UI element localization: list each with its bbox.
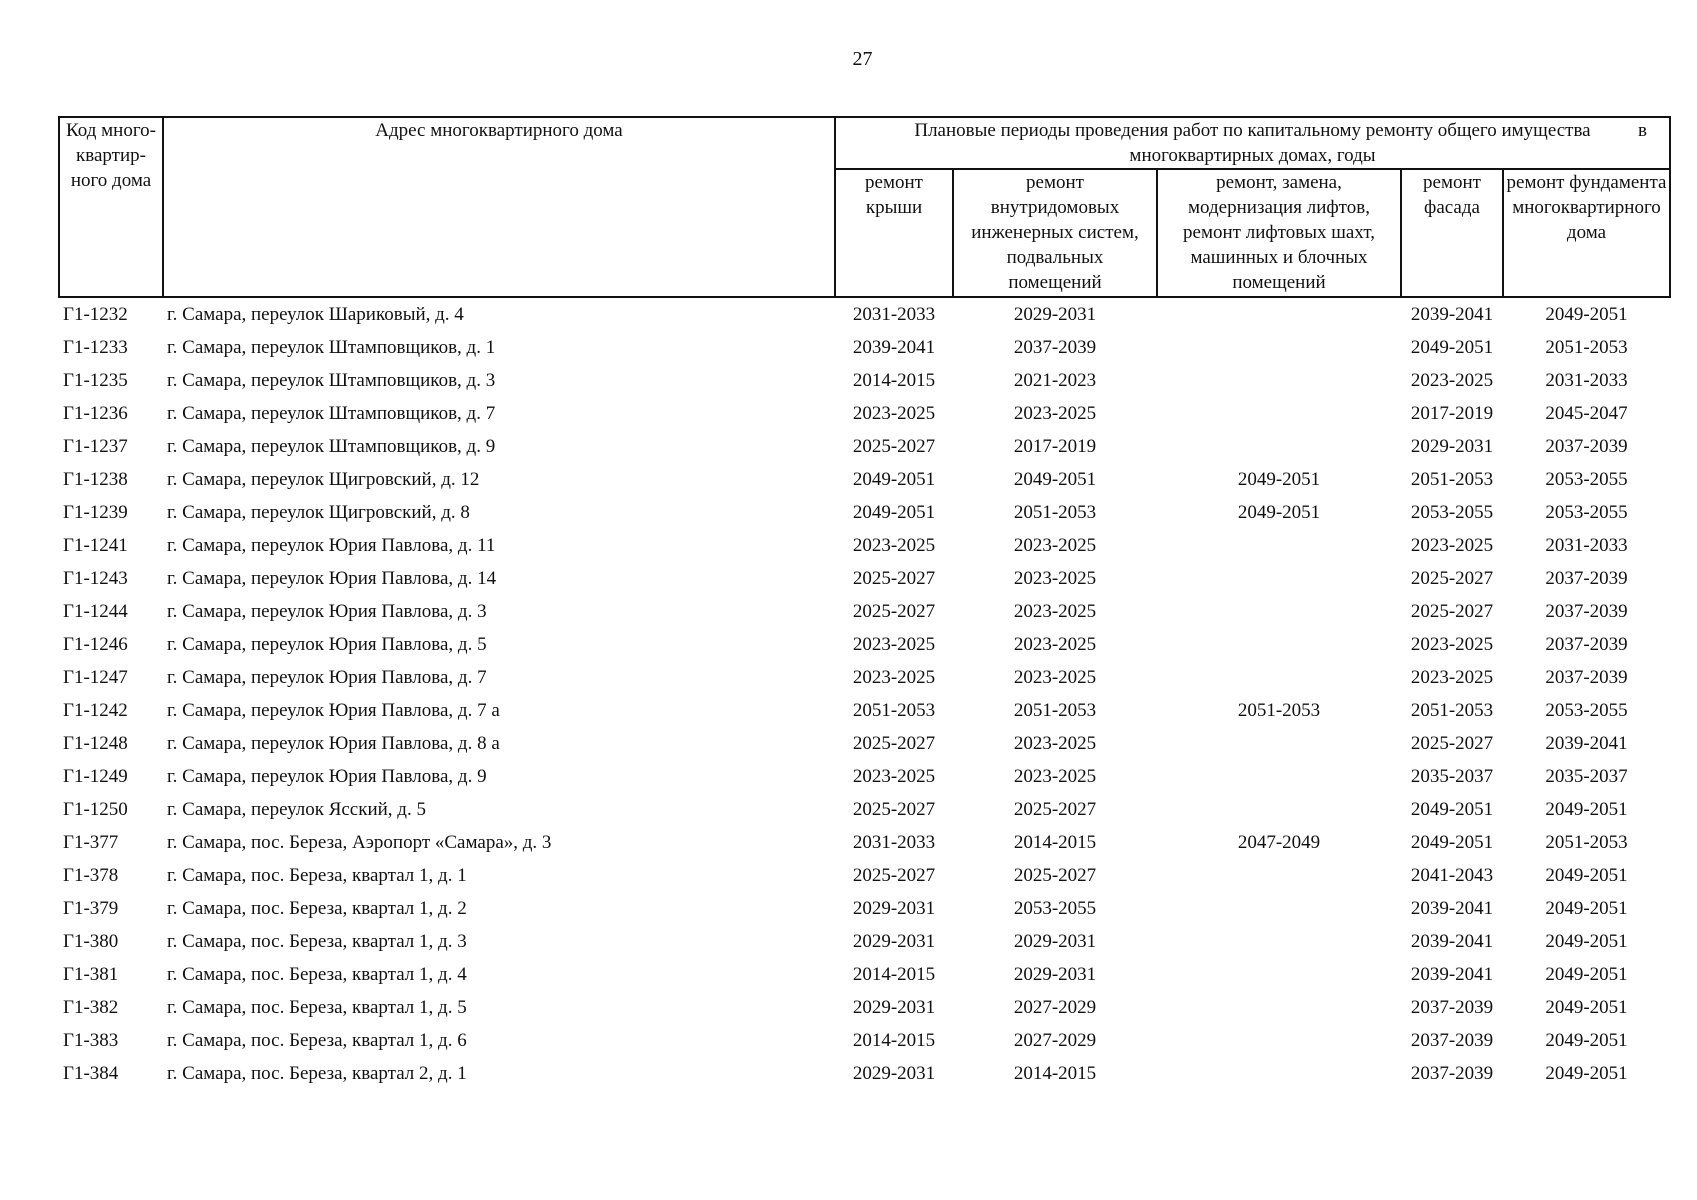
table-row [59,397,1670,430]
cell-address: г. Самара, переулок Щигровский, д. 12 [167,469,480,490]
cell-facade: 2049-2051 [1410,337,1494,358]
cell-engineering: 2023-2025 [1013,733,1097,754]
cell-code: Г1-1238 [63,469,128,490]
cell-roof: 2025-2027 [852,601,936,622]
cell-foundation: 2049-2051 [1545,799,1628,820]
cell-address: г. Самара, переулок Штамповщиков, д. 7 [167,403,496,424]
table-row [59,430,1670,463]
cell-engineering: 2025-2027 [1013,865,1097,886]
cell-lifts [1157,925,1401,958]
cell-address: г. Самара, переулок Ясский, д. 5 [167,799,426,820]
cell-roof: 2031-2033 [852,304,936,325]
cell-foundation: 2049-2051 [1545,997,1628,1018]
cell-code: Г1-1248 [63,733,128,754]
cell-foundation: 2053-2055 [1545,700,1628,721]
cell-foundation: 2031-2033 [1545,370,1628,391]
cell-lifts [1157,661,1401,694]
cell-address: г. Самара, пос. Береза, квартал 1, д. 4 [167,964,467,985]
cell-address: г. Самара, переулок Юрия Павлова, д. 7 а [167,700,500,721]
header-lifts-line: модернизация лифтов, [1188,197,1370,218]
cell-lifts [1157,430,1401,463]
cell-address: г. Самара, переулок Щигровский, д. 8 [167,502,470,523]
header-roof-line: крыши [865,197,923,218]
cell-address: г. Самара, пос. Береза, квартал 2, д. 1 [167,1063,467,1084]
cell-facade: 2023-2025 [1410,370,1494,391]
header-engineering-line: внутридомовых [990,197,1120,218]
cell-foundation: 2037-2039 [1545,601,1628,622]
table-row [59,892,1670,925]
header-facade-line: ремонт [1423,172,1481,193]
header-foundation-line: дома [1566,222,1607,243]
cell-facade: 2025-2027 [1410,568,1494,589]
cell-roof: 2031-2033 [852,832,936,853]
table-header [59,117,1670,297]
header-roof [835,169,953,297]
table-row [59,760,1670,793]
cell-address: г. Самара, пос. Береза, квартал 1, д. 1 [167,865,467,886]
cell-engineering: 2029-2031 [1013,964,1097,985]
cell-facade: 2039-2041 [1410,964,1494,985]
table-row [59,694,1670,727]
cell-address: г. Самара, переулок Юрия Павлова, д. 9 [167,766,487,787]
cell-address: г. Самара, переулок Штамповщиков, д. 3 [167,370,496,391]
cell-address: г. Самара, пос. Береза, квартал 1, д. 5 [167,997,467,1018]
cell-code: Г1-1236 [63,403,128,424]
cell-address: г. Самара, пос. Береза, квартал 1, д. 3 [167,931,467,952]
cell-roof: 2025-2027 [852,865,936,886]
header-address: Адрес многоквартирного дома [163,117,835,297]
cell-address: г. Самара, переулок Юрия Павлова, д. 14 [167,568,497,589]
header-roof-line: ремонт [865,172,923,193]
cell-lifts [1157,364,1401,397]
cell-lifts [1157,331,1401,364]
cell-roof: 2025-2027 [852,436,936,457]
cell-code: Г1-1239 [63,502,128,523]
cell-engineering: 2051-2053 [1013,502,1097,523]
cell-engineering: 2027-2029 [1013,997,1097,1018]
table-row [59,331,1670,364]
cell-lifts [1157,958,1401,991]
cell-engineering: 2023-2025 [1013,535,1097,556]
cell-code: Г1-381 [63,964,119,985]
cell-foundation: 2031-2033 [1545,535,1628,556]
cell-facade: 2039-2041 [1410,304,1494,325]
cell-engineering: 2023-2025 [1013,667,1097,688]
cell-engineering: 2025-2027 [1013,799,1097,820]
cell-engineering: 2027-2029 [1013,1030,1097,1051]
cell-code: Г1-1244 [63,601,128,622]
cell-foundation: 2049-2051 [1545,931,1628,952]
header-engineering-line: ремонт [1026,172,1084,193]
cell-foundation: 2037-2039 [1545,667,1628,688]
cell-roof: 2023-2025 [852,634,936,655]
cell-lifts [1157,1024,1401,1057]
cell-engineering: 2023-2025 [1013,766,1097,787]
cell-roof: 2023-2025 [852,535,936,556]
cell-address: г. Самара, переулок Юрия Павлова, д. 8 а [167,733,500,754]
cell-facade: 2037-2039 [1410,997,1494,1018]
table-row [59,859,1670,892]
cell-facade: 2025-2027 [1410,733,1494,754]
cell-facade: 2035-2037 [1410,766,1494,787]
cell-lifts [1157,595,1401,628]
cell-address: г. Самара, переулок Юрия Павлова, д. 11 [167,535,496,556]
cell-foundation: 2049-2051 [1545,1063,1628,1084]
cell-lifts [1157,297,1401,331]
cell-code: Г1-1235 [63,370,128,391]
table-row [59,595,1670,628]
cell-engineering: 2029-2031 [1013,931,1097,952]
table-row [59,925,1670,958]
cell-code: Г1-1242 [63,700,128,721]
cell-facade: 2023-2025 [1410,667,1494,688]
cell-roof: 2029-2031 [852,931,936,952]
cell-engineering: 2037-2039 [1013,337,1097,358]
cell-facade: 2023-2025 [1410,634,1494,655]
table-row [59,364,1670,397]
cell-foundation: 2037-2039 [1545,436,1628,457]
table-row [59,958,1670,991]
cell-facade: 2041-2043 [1410,865,1494,886]
table-row [59,628,1670,661]
cell-roof: 2023-2025 [852,403,936,424]
header-periods-line2: многоквартирных домах, годы [1129,145,1376,166]
cell-code: Г1-1249 [63,766,128,787]
cell-code: Г1-378 [63,865,119,886]
table-row [59,463,1670,496]
cell-lifts [1157,793,1401,826]
cell-foundation: 2053-2055 [1545,469,1628,490]
table-row [59,826,1670,859]
table-row [59,793,1670,826]
cell-code: Г1-1246 [63,634,128,655]
cell-roof: 2014-2015 [852,964,936,985]
table-row [59,297,1670,331]
cell-engineering: 2014-2015 [1013,832,1097,853]
cell-facade: 2029-2031 [1410,436,1494,457]
cell-engineering: 2021-2023 [1013,370,1097,391]
header-code [59,117,163,297]
cell-foundation: 2049-2051 [1545,865,1628,886]
header-code-line: ного дома [70,170,152,191]
cell-lifts [1157,727,1401,760]
cell-code: Г1-382 [63,997,119,1018]
cell-address: г. Самара, переулок Шариковый, д. 4 [167,304,464,325]
header-engineering-line: помещений [1008,272,1102,293]
cell-roof: 2029-2031 [852,997,936,1018]
cell-roof: 2051-2053 [852,700,936,721]
cell-lifts: 2047-2049 [1237,832,1321,853]
cell-lifts [1157,859,1401,892]
header-engineering [953,169,1157,297]
cell-facade: 2025-2027 [1410,601,1494,622]
cell-lifts [1157,562,1401,595]
table-row [59,529,1670,562]
cell-facade: 2037-2039 [1410,1063,1494,1084]
cell-address: г. Самара, переулок Штамповщиков, д. 1 [167,337,496,358]
cell-code: Г1-383 [63,1030,119,1051]
cell-code: Г1-1243 [63,568,128,589]
table-body [59,297,1670,1090]
table-row [59,1024,1670,1057]
header-facade [1401,169,1503,297]
cell-roof: 2023-2025 [852,667,936,688]
header-lifts-line: ремонт, замена, [1216,172,1342,193]
cell-foundation: 2049-2051 [1545,898,1628,919]
cell-foundation: 2049-2051 [1545,1030,1628,1051]
cell-address: г. Самара, переулок Штамповщиков, д. 9 [167,436,496,457]
cell-roof: 2025-2027 [852,733,936,754]
page-number: 27 [852,48,873,70]
cell-code: Г1-377 [63,832,119,853]
cell-code: Г1-1241 [63,535,128,556]
cell-code: Г1-380 [63,931,119,952]
cell-facade: 2039-2041 [1410,898,1494,919]
header-lifts-line: ремонт лифтовых шахт, [1183,222,1375,243]
cell-lifts [1157,892,1401,925]
header-periods-line1: Плановые периоды проведения работ по капитальному ремонту общего имущества [914,120,1591,141]
cell-roof: 2049-2051 [852,502,936,523]
table-row [59,562,1670,595]
table-row [59,727,1670,760]
cell-engineering: 2023-2025 [1013,568,1097,589]
cell-code: Г1-379 [63,898,119,919]
cell-facade: 2023-2025 [1410,535,1494,556]
header-foundation [1503,169,1670,297]
cell-lifts: 2049-2051 [1237,469,1321,490]
cell-engineering: 2014-2015 [1013,1063,1097,1084]
cell-foundation: 2035-2037 [1545,766,1628,787]
header-code-line: квартир- [76,145,146,166]
cell-facade: 2037-2039 [1410,1030,1494,1051]
cell-facade: 2051-2053 [1410,700,1494,721]
cell-engineering: 2017-2019 [1013,436,1097,457]
cell-facade: 2049-2051 [1410,799,1494,820]
header-lifts-line: помещений [1232,272,1326,293]
cell-roof: 2025-2027 [852,799,936,820]
table-row [59,1057,1670,1090]
cell-lifts [1157,991,1401,1024]
cell-facade: 2017-2019 [1410,403,1494,424]
cell-roof: 2014-2015 [852,370,936,391]
cell-roof: 2049-2051 [852,469,936,490]
cell-roof: 2025-2027 [852,568,936,589]
cell-engineering: 2023-2025 [1013,403,1097,424]
cell-lifts [1157,397,1401,430]
cell-foundation: 2037-2039 [1545,568,1628,589]
cell-lifts: 2051-2053 [1237,700,1321,721]
cell-lifts [1157,760,1401,793]
cell-roof: 2014-2015 [852,1030,936,1051]
cell-facade: 2049-2051 [1410,832,1494,853]
header-engineering-line: инженерных систем, [971,222,1139,243]
cell-address: г. Самара, пос. Береза, квартал 1, д. 2 [167,898,467,919]
table-row [59,496,1670,529]
cell-facade: 2039-2041 [1410,931,1494,952]
header-facade-line: фасада [1424,197,1480,218]
cell-address: г. Самара, пос. Береза, квартал 1, д. 6 [167,1030,467,1051]
header-foundation-line: ремонт фундамента [1506,172,1667,193]
header-lifts-line: машинных и блочных [1190,247,1368,268]
cell-address: г. Самара, переулок Юрия Павлова, д. 5 [167,634,487,655]
cell-address: г. Самара, переулок Юрия Павлова, д. 3 [167,601,487,622]
cell-foundation: 2039-2041 [1545,733,1628,754]
cell-roof: 2029-2031 [852,898,936,919]
repair-schedule-table [58,116,1671,1090]
cell-foundation: 2049-2051 [1545,304,1628,325]
cell-roof: 2023-2025 [852,766,936,787]
header-foundation-line: многоквартирного [1512,197,1661,218]
cell-lifts: 2049-2051 [1237,502,1321,523]
cell-code: Г1-384 [63,1063,119,1084]
cell-facade: 2053-2055 [1410,502,1494,523]
cell-facade: 2051-2053 [1410,469,1494,490]
cell-lifts [1157,628,1401,661]
cell-foundation: 2037-2039 [1545,634,1628,655]
header-periods-group [835,117,1670,169]
cell-lifts [1157,529,1401,562]
cell-foundation: 2051-2053 [1545,337,1628,358]
cell-lifts [1157,1057,1401,1090]
cell-address: г. Самара, переулок Юрия Павлова, д. 7 [167,667,487,688]
header-lifts [1157,169,1401,297]
cell-roof: 2039-2041 [852,337,936,358]
cell-code: Г1-1232 [63,304,128,325]
header-engineering-line: подвальных [1006,247,1104,268]
header-code-line: Код много- [66,120,156,141]
cell-foundation: 2051-2053 [1545,832,1628,853]
cell-engineering: 2023-2025 [1013,634,1097,655]
header-periods-line1-tail: в [1638,120,1647,141]
cell-engineering: 2049-2051 [1013,469,1097,490]
cell-code: Г1-1247 [63,667,128,688]
cell-foundation: 2045-2047 [1545,403,1628,424]
cell-roof: 2029-2031 [852,1063,936,1084]
table-row [59,661,1670,694]
cell-engineering: 2029-2031 [1013,304,1097,325]
cell-code: Г1-1250 [63,799,128,820]
cell-engineering: 2053-2055 [1013,898,1097,919]
cell-code: Г1-1233 [63,337,128,358]
cell-address: г. Самара, пос. Береза, Аэропорт «Самара», д. 3 [167,832,552,853]
table-row [59,991,1670,1024]
cell-foundation: 2049-2051 [1545,964,1628,985]
cell-code: Г1-1237 [63,436,128,457]
cell-engineering: 2051-2053 [1013,700,1097,721]
cell-foundation: 2053-2055 [1545,502,1628,523]
cell-engineering: 2023-2025 [1013,601,1097,622]
